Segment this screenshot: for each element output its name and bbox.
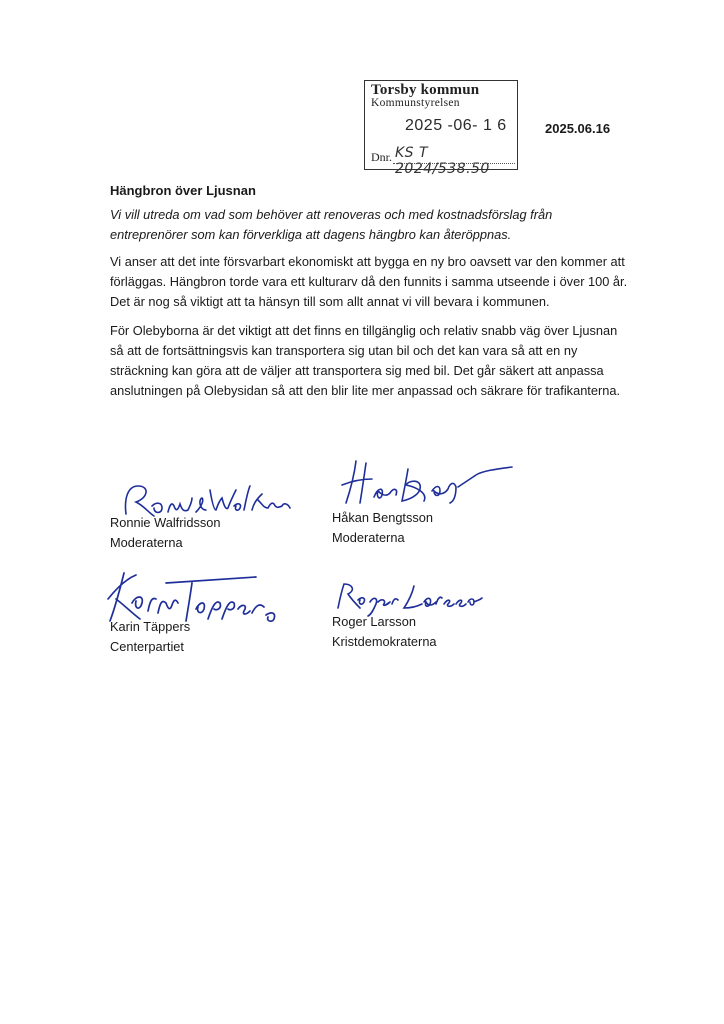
handwritten-signature-roger xyxy=(332,578,482,618)
paragraph-3: För Olebyborna är det viktigt att det finns en tillgänglig och relativ snabb väg över Ljusnan så att de fortsättningsvis kan transportera sig utan bil och det kan vara så att en ny sträckning kan göra att de väljer att transportera sig med bil. Det går säkert att anpassa anslutningen på Olebysidan så att den blir lite mer anpassad och säkrare för trafikanterna. xyxy=(110,323,621,398)
paragraph-2: Vi anser att det inte försvarbart ekonomiskt att bygga en ny bro oavsett var den kommer att förläggas. Hängbron torde vara ett kulturarv då den funnits i samma utseende i över 100 år. Det är nog så viktigt att ta hänsyn till som allt annat vi vill bevara i kommunen. xyxy=(110,254,628,309)
signer-party-karin: Centerpartiet xyxy=(110,639,184,654)
stamp-dotted-line xyxy=(393,163,515,164)
signer-party-hakan: Moderaterna xyxy=(332,530,405,545)
signer-name-karin: Karin Täppers xyxy=(110,619,191,634)
stamp-dnr-label: Dnr. xyxy=(371,150,392,164)
stamp-received-date: 2025 -06- 1 6 xyxy=(405,117,507,134)
paragraph-1: Vi vill utreda om vad som behöver att renoveras och med kostnadsförslag från entreprenörer som kan förverkliga att dagens hängbro kan återöppnas. xyxy=(110,207,553,242)
signature-block-karin xyxy=(110,565,310,665)
stamp-subtitle: Kommunstyrelsen xyxy=(371,97,460,109)
stamp-dnr-value: KS T 2024/538.50 xyxy=(395,145,490,177)
handwritten-signature-hakan xyxy=(336,457,516,509)
signature-block-hakan xyxy=(332,455,532,555)
received-stamp xyxy=(364,80,518,177)
stamp-title: Torsby kommun xyxy=(371,82,480,98)
signature-block-roger xyxy=(332,570,532,660)
signer-name-hakan: Håkan Bengtsson xyxy=(332,510,434,525)
signer-name-roger: Roger Larsson xyxy=(332,614,416,629)
signer-party-ronnie: Moderaterna xyxy=(110,535,183,550)
document-date: 2025.06.16 xyxy=(545,121,611,136)
signature-block-ronnie xyxy=(110,470,310,560)
signer-name-ronnie: Ronnie Walfridsson xyxy=(110,515,221,530)
signer-party-roger: Kristdemokraterna xyxy=(332,634,437,649)
document-heading: Hängbron över Ljusnan xyxy=(110,183,256,198)
